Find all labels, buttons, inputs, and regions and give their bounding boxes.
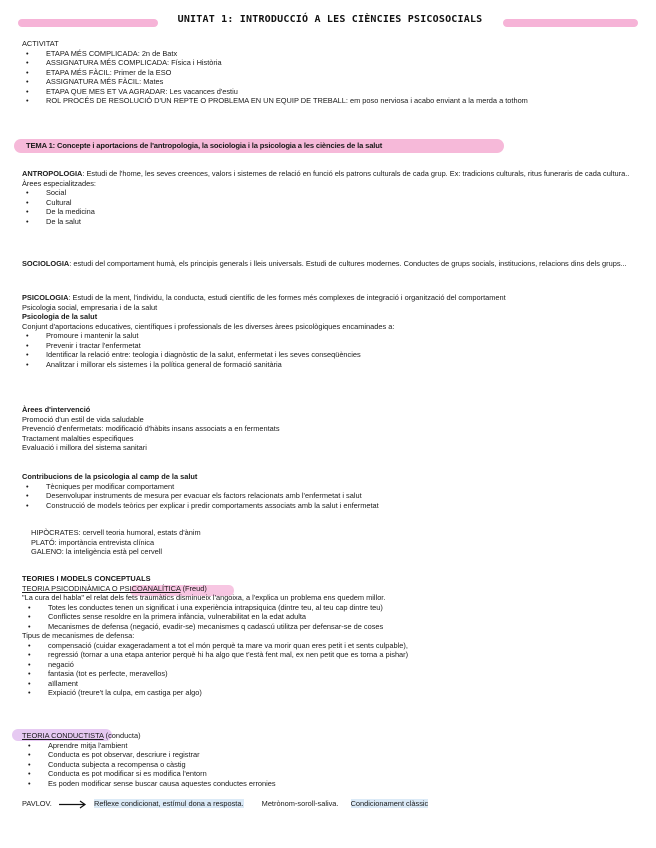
pavlov-reflex: Reflexe condicionat, estímul dona a resposta.	[93, 799, 244, 808]
antropologia-definition	[22, 169, 634, 179]
text-line: HIPÒCRATES: cervell teoria humoral, estats d'ànim	[31, 528, 201, 537]
psicologia-salut-text: Conjunt d'aportacions educatives, científiques i professionals de les diverses àrees psicològiques encaminades a:	[22, 321, 395, 331]
list-item: • compensació (cuidar exageradament a tot el món perquè ta mare va morir quan eres petit i et sents culpable),	[22, 641, 634, 651]
list-item: • Social	[22, 188, 634, 198]
list-item: • Es poden modificar sense buscar causa aquestes conductes erronies	[22, 779, 634, 789]
list-item: • Aprendre mitja l'ambient	[22, 741, 634, 751]
arrow-right-icon	[58, 800, 88, 809]
conductista-title: TEORIA CONDUCTISTA	[22, 731, 104, 740]
list-item: • ASSIGNATURA MÉS COMPLICADA: Física i Història	[22, 58, 634, 68]
teories-heading: TEORIES I MODELS CONCEPTUALS	[22, 574, 151, 583]
contribucions-section	[22, 472, 634, 510]
psicologia-text: : Estudi de la ment, l'individu, la conducta, estudi científic de les formes més complexes de integració i organització del comportament	[68, 293, 506, 302]
sociologia-section	[22, 259, 634, 269]
antropologia-term: ANTROPOLOGIA	[22, 169, 83, 178]
list-item: • De la medicina	[22, 207, 634, 217]
list-item: • regressió (tornar a una etapa anterior perquè hi ha algo que t'està fent mal, ex nen petit que es torna a pishar)	[22, 650, 634, 660]
list-item: • Tècniques per modificar comportament	[22, 482, 634, 492]
list-item: • De la salut	[22, 217, 634, 227]
psicodinamica-title: TEORIA PSICODINÀMICA O PSICOANALÍTICA	[22, 583, 181, 593]
text-line: PLATÓ: importància entrevista clínica	[31, 537, 155, 547]
list-item: • Promoure i mantenir la salut	[22, 331, 634, 341]
sociologia-text: : estudi del comportament humà, els principis generals i lleis universals. Estudi de cultures modernes. Conductes de grups socials, institucions, relacions dins dels grups...	[69, 259, 627, 268]
list-item: • Conducta es pot modificar si es modifica l'entorn	[22, 769, 634, 779]
psicodinamica-author: (Freud)	[180, 583, 207, 593]
list-item: • Totes les conductes tenen un significat i una experiència intrapsiquica (dintre teu, al teu cap dintre teu)	[22, 603, 634, 613]
conductista-list	[22, 741, 634, 789]
arees-intervencio-section	[22, 405, 634, 453]
list-item: • fantasia (tot es perfecte, meravellos)	[22, 669, 634, 679]
list-item: • Conflictes sense resoldre en la primera infància, vulnerabilitat en la edat adulta	[22, 612, 634, 622]
conductista-section	[22, 731, 634, 788]
text-line: Tractament malalties especifiques	[22, 433, 134, 443]
title-highlight-left	[18, 19, 158, 27]
areas-list	[22, 188, 634, 226]
list-item: • Analitzar i millorar els sistemes i la política general de formació sanitària	[22, 360, 634, 370]
psicologia-section	[22, 293, 634, 369]
sociologia-term: SOCIOLOGIA	[22, 259, 70, 268]
list-item: • aïllament	[22, 679, 634, 689]
list-item: • ROL PROCÉS DE RESOLUCIÓ D'UN REPTE O PROBLEMA EN UN EQUIP DE TREBALL: em poso nerviosa i acabo enviant a la merda a tothom	[22, 96, 606, 106]
teories-section	[22, 574, 634, 698]
title-highlight-right	[503, 19, 638, 27]
text-line: Prevenció d'enfermetats: modificació d'hàbits insans associats a en fermentats	[22, 424, 280, 433]
list-item: • Conducta es pot observar, descriure i registrar	[22, 750, 634, 760]
antropologia-section	[22, 169, 634, 226]
psicologia-definition	[22, 293, 634, 303]
pavlov-label: PAVLOV.	[22, 799, 52, 808]
activitat-heading: ACTIVITAT	[22, 39, 59, 48]
salut-list	[22, 331, 634, 369]
list-item: • ETAPA MÉS COMPLICADA: 2n de Batx	[22, 49, 634, 59]
list-item: • Mecanismes de defensa (negació, evadir-se) mecanismes q cadascú utilitza per defensar-se de coses	[22, 622, 634, 632]
pavlov-line	[22, 799, 428, 809]
conductista-author: (conducta)	[103, 731, 141, 740]
pavlov-condicionament: Condicionament clàssic	[350, 799, 429, 808]
list-item: • Construcció de models teòrics per explicar i predir comportaments associats amb la salut i enfermetat	[22, 501, 634, 511]
psicologia-term: PSICOLOGIA	[22, 293, 69, 302]
list-item: • Prevenir i tractar l'enfermetat	[22, 341, 634, 351]
list-item: • Desenvolupar instruments de mesura per evacuar els factors relacionats amb l'enfermetat i salut	[22, 491, 634, 501]
cura-quote: "La cura del habla" el relat dels fets traumàtics disminueix l'angoixa, a l'explica un problema ens quedem millor.	[22, 593, 386, 602]
list-item: • Conducta subjecta a recompensa o càstig	[22, 760, 634, 770]
antropologia-text: : Estudi de l'home, les seves creences, valors i sistemes de relació en funció els patrons culturals de cada grup. Ex: tradicions culturals, ritus funeraris de cada cultura..	[82, 169, 630, 178]
text-line: Evaluació i millora del sistema sanitari	[22, 443, 147, 452]
psico-list	[22, 603, 634, 632]
conductista-title-row	[22, 731, 634, 741]
pavlov-metronom: Metrònom-soroll-saliva.	[261, 799, 339, 808]
text-line: Promoció d'un estil de vida saludable	[22, 414, 144, 424]
contribucions-heading: Contribucions de la psicologia al camp de la salut	[22, 472, 198, 481]
tipus-label: Tipus de mecanismes de defensa:	[22, 631, 135, 640]
psicodinamica-title-row	[22, 584, 634, 594]
activitat-section	[22, 39, 634, 106]
list-item: • ETAPA MÉS FÀCIL: Primer de la ESO	[22, 68, 634, 78]
autors-section	[31, 528, 643, 557]
list-item: • ETAPA QUE MES ET VA AGRADAR: Les vacances d'estiu	[22, 87, 634, 97]
tipus-list	[22, 641, 634, 698]
list-item: • Expiació (treure't la culpa, em castiga per algo)	[22, 688, 634, 698]
title-row	[0, 14, 656, 32]
list-item: • negació	[22, 660, 634, 670]
psicologia-sub: Psicologia social, empresaria i de la salut	[22, 302, 158, 312]
sociologia-definition	[22, 259, 634, 269]
list-item: • Cultural	[22, 198, 634, 208]
arees-intervencio-heading: Àrees d'intervenció	[22, 405, 91, 414]
psicologia-salut-heading: Psicologia de la salut	[22, 312, 98, 321]
page-title: UNITAT 1: INTRODUCCIÓ A LES CIÈNCIES PSICOSOCIALS	[177, 14, 483, 25]
areas-label: Àrees especialitzades:	[22, 178, 96, 188]
tema-heading: TEMA 1: Concepte i aportacions de l'antropologia, la sociologia i la psicologia a les ciències de la salut	[26, 141, 383, 150]
activitat-list	[22, 49, 634, 106]
contribucions-list	[22, 482, 634, 511]
list-item: • Identificar la relació entre: teologia i diagnòstic de la salut, enfermetat i les seves conseqüències	[22, 350, 634, 360]
list-item: • ASSIGNATURA MÉS FÀCIL: Mates	[22, 77, 634, 87]
text-line: GALENO: la inteligència està pel cervell	[31, 547, 163, 556]
